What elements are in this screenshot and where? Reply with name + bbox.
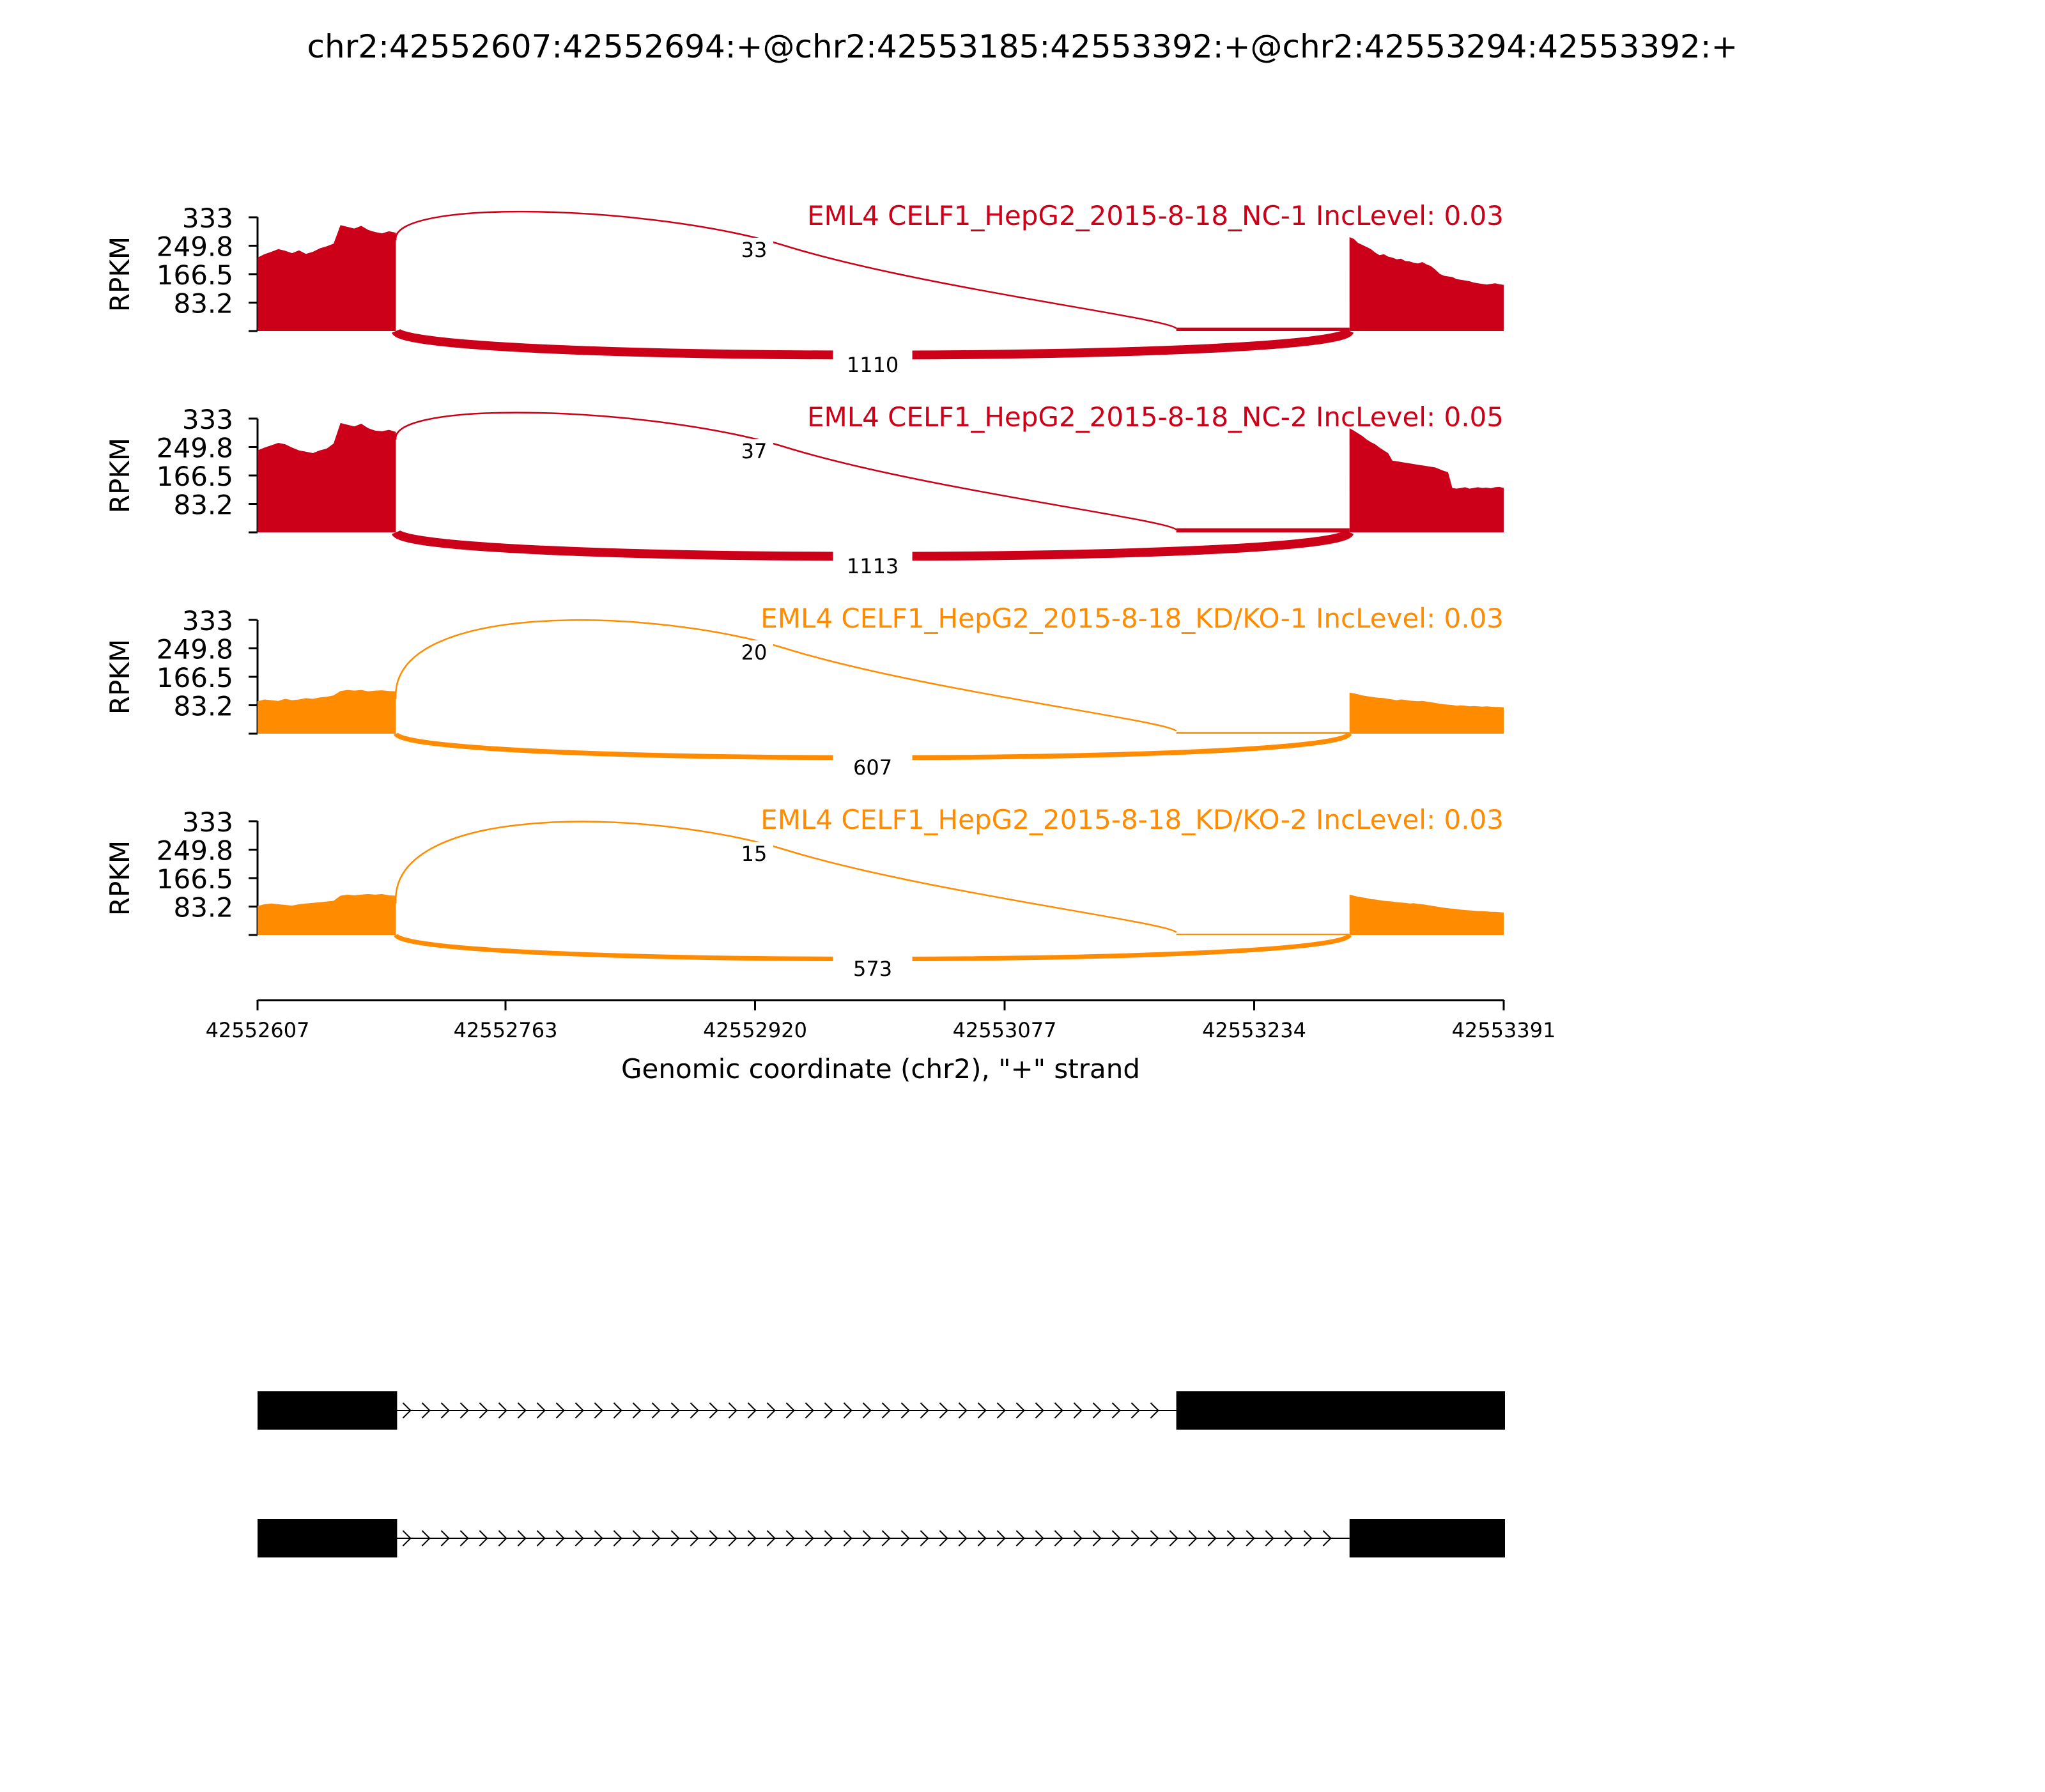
coverage-middle bbox=[1177, 529, 1350, 532]
y-tick-label: 166.5 bbox=[156, 662, 233, 693]
x-tick-label: 42552607 bbox=[205, 1018, 310, 1042]
exon-block bbox=[258, 1391, 397, 1430]
inclusion-junction-arc bbox=[396, 822, 1176, 932]
inclusion-junction-arc bbox=[396, 620, 1176, 731]
y-tick-label: 83.2 bbox=[173, 489, 233, 521]
coverage-exon1 bbox=[258, 690, 396, 734]
x-tick-label: 42552920 bbox=[703, 1018, 807, 1042]
exon-block bbox=[1350, 1519, 1505, 1557]
isoform-2 bbox=[258, 1519, 1505, 1557]
exon-block bbox=[1177, 1391, 1505, 1430]
coverage-exon1 bbox=[258, 423, 396, 532]
coverage-middle bbox=[1177, 328, 1350, 331]
x-tick-label: 42553391 bbox=[1451, 1018, 1556, 1042]
sample-label: EML4 CELF1_HepG2_2015-8-18_NC-1 IncLevel: 0.03 bbox=[806, 200, 1504, 231]
inclusion-junction-count: 33 bbox=[741, 238, 768, 262]
y-tick-label: 333 bbox=[181, 807, 233, 838]
y-tick-label: 83.2 bbox=[173, 690, 233, 722]
y-axis-label: RPKM bbox=[104, 437, 135, 514]
y-tick-label: 333 bbox=[181, 605, 233, 637]
coverage-exon1 bbox=[258, 894, 396, 935]
x-tick-label: 42553234 bbox=[1202, 1018, 1306, 1042]
inclusion-junction-count: 37 bbox=[741, 439, 768, 463]
coverage-exon2 bbox=[1350, 428, 1504, 532]
y-tick-label: 333 bbox=[181, 404, 233, 435]
coverage-exon2 bbox=[1350, 895, 1504, 935]
y-tick-label: 83.2 bbox=[173, 288, 233, 320]
y-tick-label: 249.8 bbox=[156, 231, 233, 263]
inclusion-junction-count: 20 bbox=[741, 640, 768, 665]
x-axis-label: Genomic coordinate (chr2), "+" strand bbox=[621, 1053, 1141, 1085]
sample-label: EML4 CELF1_HepG2_2015-8-18_KD/KO-2 IncLevel: 0.03 bbox=[760, 804, 1504, 835]
isoform-1 bbox=[258, 1391, 1505, 1430]
y-axis-label: RPKM bbox=[104, 638, 135, 715]
x-axis bbox=[206, 1000, 1556, 1085]
exclusion-junction-count: 573 bbox=[853, 957, 893, 981]
panel-3 bbox=[104, 603, 1504, 781]
sample-label: EML4 CELF1_HepG2_2015-8-18_KD/KO-1 IncLevel: 0.03 bbox=[760, 603, 1504, 634]
coverage-exon1 bbox=[258, 225, 396, 331]
sample-label: EML4 CELF1_HepG2_2015-8-18_NC-2 IncLevel: 0.05 bbox=[806, 401, 1504, 433]
panel-2 bbox=[104, 401, 1504, 580]
coverage-panels bbox=[104, 200, 1504, 982]
y-tick-label: 83.2 bbox=[173, 892, 233, 923]
panel-1 bbox=[104, 200, 1504, 378]
y-tick-label: 166.5 bbox=[156, 259, 233, 291]
exon-block bbox=[258, 1519, 397, 1557]
coverage-exon2 bbox=[1350, 693, 1504, 734]
coverage-exon2 bbox=[1350, 237, 1504, 331]
exclusion-junction-count: 607 bbox=[853, 755, 893, 780]
y-tick-label: 249.8 bbox=[156, 432, 233, 464]
y-tick-label: 249.8 bbox=[156, 835, 233, 867]
y-axis-label: RPKM bbox=[104, 236, 135, 313]
x-tick-label: 42552763 bbox=[453, 1018, 558, 1042]
y-tick-label: 333 bbox=[181, 203, 233, 234]
y-axis-label: RPKM bbox=[104, 840, 135, 916]
y-tick-label: 166.5 bbox=[156, 461, 233, 492]
coverage-middle bbox=[1177, 732, 1350, 734]
y-tick-label: 166.5 bbox=[156, 863, 233, 895]
figure-title: chr2:42552607:42552694:+@chr2:42553185:42553392:+@chr2:42553294:42553392:+ bbox=[307, 28, 1738, 65]
y-tick-label: 249.8 bbox=[156, 633, 233, 665]
x-tick-label: 42553077 bbox=[952, 1018, 1057, 1042]
coverage-middle bbox=[1177, 934, 1350, 935]
exclusion-junction-count: 1110 bbox=[846, 353, 899, 377]
inclusion-junction-count: 15 bbox=[741, 842, 768, 866]
panel-4 bbox=[104, 804, 1504, 982]
isoform-track bbox=[258, 1391, 1505, 1557]
exclusion-junction-count: 1113 bbox=[846, 554, 899, 578]
